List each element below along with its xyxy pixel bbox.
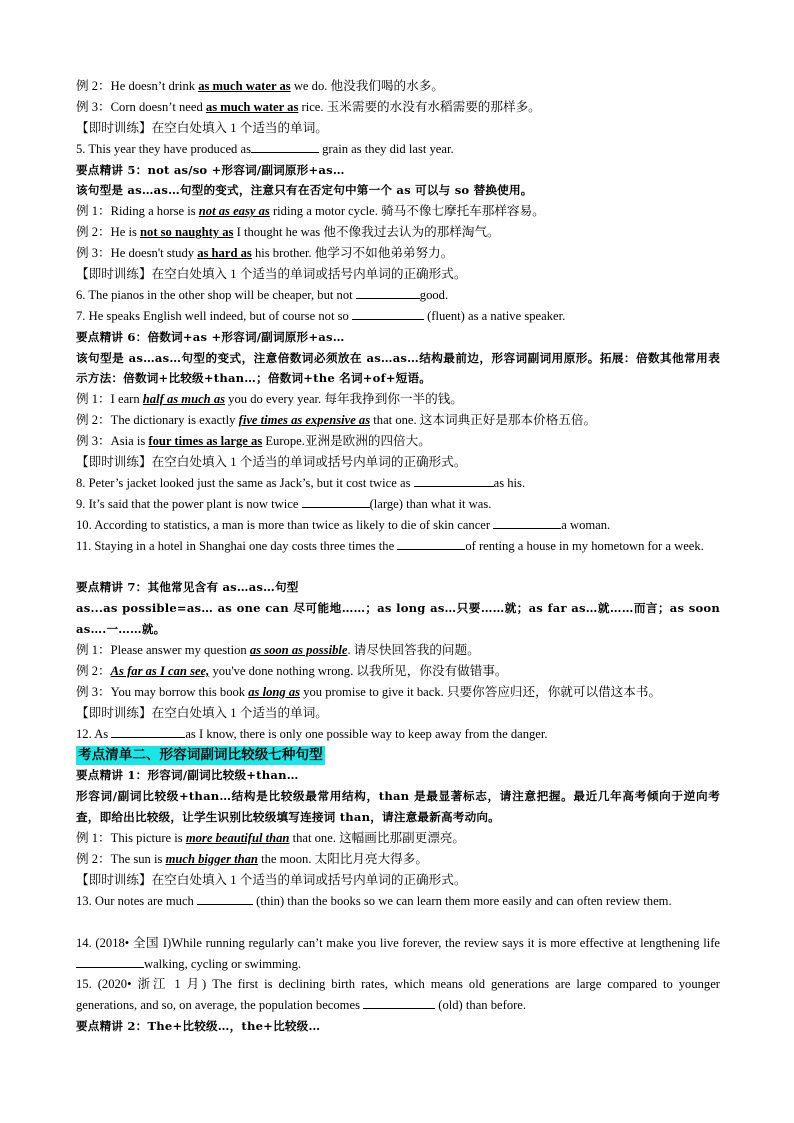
text-line xyxy=(76,870,720,891)
emphasized-phrase: half as much as xyxy=(142,392,226,407)
text-span: 该句型是 as…as…句型的变式，注意倍数词必须放在 as…as…结构最前边，形容词副词用原形。拓展：倍数其他常用表示方法：倍数词+比较级+than…；倍数词+the 名词+of+短语。 xyxy=(76,350,720,386)
text-span: 例 3：You may borrow this book xyxy=(76,684,249,699)
text-span: . 请尽快回答我的问题。 xyxy=(347,643,480,658)
text-span: 【即时训练】在空白处填入 1 个适当的单词或括号内单词的正确形式。 xyxy=(76,872,467,887)
text-span: 例 3：Corn doesn’t need xyxy=(76,99,206,114)
key-point-line xyxy=(76,1016,720,1037)
emphasized-phrase: five times as expensive as xyxy=(238,413,371,428)
text-span: walking, cycling or swimming. xyxy=(144,956,302,971)
text-line xyxy=(76,306,720,327)
text-span: 10. According to statistics, a man is more than twice as likely to die of skin cancer xyxy=(76,517,494,532)
answer-blank[interactable] xyxy=(302,494,370,508)
text-line xyxy=(76,264,720,285)
text-span: 例 1：Riding a horse is xyxy=(76,204,199,219)
section-heading xyxy=(76,745,720,766)
text-line xyxy=(76,703,720,724)
answer-blank[interactable] xyxy=(352,306,424,320)
text-line xyxy=(76,410,720,431)
key-point-line xyxy=(76,327,720,348)
text-span: 例 2： xyxy=(76,663,111,678)
text-span: his brother. 他学习不如他弟弟努力。 xyxy=(251,246,454,261)
text-span: 要点精讲 2：The+比较级…，the+比较级… xyxy=(76,1019,321,1034)
text-span: 例 2：He is xyxy=(76,225,141,240)
text-line xyxy=(76,661,720,682)
text-span: 该句型是 as…as…句型的变式，注意只有在否定句中第一个 as 可以与 so 替换使用。 xyxy=(76,183,533,198)
text-span: 要点精讲 1：形容词/副词比较级+than… xyxy=(76,768,299,783)
key-point-line xyxy=(76,348,720,390)
text-line xyxy=(76,682,720,703)
text-span: 5. This year they have produced as xyxy=(76,141,251,156)
text-span: as...as possible=as… as one can 尽可能地……；as long as…只要……就；as far as…就……而言；as soon as….一……就。 xyxy=(76,601,720,637)
text-span: 【即时训练】在空白处填入 1 个适当的单词或括号内单词的正确形式。 xyxy=(76,267,467,282)
text-span: 例 2：He doesn’t drink xyxy=(76,79,199,93)
answer-blank[interactable] xyxy=(414,473,494,487)
emphasized-phrase: four times as large as xyxy=(148,434,263,449)
answer-blank[interactable] xyxy=(397,536,465,550)
text-span: you do every year. 每年我挣到你一半的钱。 xyxy=(225,392,463,407)
text-span: that one. 这本词典正好是那本价格五倍。 xyxy=(370,413,597,428)
text-span: (large) than what it was. xyxy=(369,496,492,511)
key-point-line xyxy=(76,786,720,828)
key-point-line xyxy=(76,160,720,181)
answer-blank[interactable] xyxy=(363,995,435,1009)
text-span: 9. It’s said that the power plant is now twice xyxy=(76,496,302,511)
text-line xyxy=(76,201,720,222)
key-point-line xyxy=(76,577,720,598)
text-span: 例 1：I earn xyxy=(76,392,143,407)
text-span: riding a motor cycle. 骑马不像七摩托车那样容易。 xyxy=(269,204,545,219)
text-line xyxy=(76,724,720,745)
emphasized-phrase: more beautiful than xyxy=(185,831,290,846)
text-line xyxy=(76,536,720,578)
emphasized-phrase: much bigger than xyxy=(165,852,258,867)
text-span: 形容词/副词比较级+than…结构是比较级最常用结构，than 是最显著标志，请注意把握。最近几年高考倾向于逆向考查，即给出比较级，让学生识别比较级填写连接词 than，请注意最新高考动向。 xyxy=(76,789,720,825)
text-line xyxy=(76,222,720,243)
emphasized-phrase: as much water as xyxy=(198,79,291,93)
emphasized-phrase: as much water as xyxy=(205,99,299,114)
text-line xyxy=(76,452,720,473)
text-span: you promise to give it back. 只要你答应归还，你就可以借这本书。 xyxy=(300,684,662,699)
text-span: 13. Our notes are much xyxy=(76,893,198,908)
text-span: 【即时训练】在空白处填入 1 个适当的单词。 xyxy=(76,120,328,135)
answer-blank[interactable] xyxy=(76,954,144,968)
answer-blank[interactable] xyxy=(251,139,319,153)
text-span: you've done nothing wrong. 以我所见，你没有做错事。 xyxy=(209,663,508,678)
text-span: 例 2：The sun is xyxy=(76,852,166,867)
text-line xyxy=(76,849,720,870)
text-line xyxy=(76,473,720,494)
text-span: 要点精讲 6：倍数词+as +形容词/副词原形+as… xyxy=(76,329,345,344)
text-span: 【即时训练】在空白处填入 1 个适当的单词或括号内单词的正确形式。 xyxy=(76,455,467,470)
text-line xyxy=(76,76,720,97)
text-line xyxy=(76,515,720,536)
text-span: I thought he was 他不像我过去认为的那样淘气。 xyxy=(233,225,500,240)
key-point-line xyxy=(76,598,720,640)
text-span: 例 1：Please answer my question xyxy=(76,643,250,658)
text-span: 要点精讲 7：其他常见含有 as…as…句型 xyxy=(76,580,299,595)
answer-blank[interactable] xyxy=(197,891,253,905)
emphasized-phrase: as long as xyxy=(248,684,301,699)
text-span: we do. 他没我们喝的水多。 xyxy=(290,79,444,93)
text-line xyxy=(76,640,720,661)
text-line xyxy=(76,431,720,452)
answer-blank[interactable] xyxy=(111,724,185,738)
text-span: (old) than before. xyxy=(435,998,527,1013)
document-page xyxy=(76,76,720,1037)
text-line xyxy=(76,97,720,118)
key-point-line xyxy=(76,180,720,201)
text-span: 要点精讲 5：not as/so +形容词/副词原形+as… xyxy=(76,162,345,177)
text-span: 例 2：The dictionary is exactly xyxy=(76,413,239,428)
text-span: 7. He speaks English well indeed, but of course not so xyxy=(76,308,352,323)
answer-blank[interactable] xyxy=(493,515,561,529)
text-line xyxy=(76,933,720,975)
text-line xyxy=(76,118,720,139)
text-line xyxy=(76,139,720,160)
section-title: 考点清单二、形容词副词比较级七种句型 xyxy=(78,746,323,763)
text-span: rice. 玉米需要的水没有水稻需要的那样多。 xyxy=(298,99,541,114)
text-line xyxy=(76,891,720,933)
text-span: grain as they did last year. xyxy=(318,141,454,156)
text-span: 例 3：He doesn't study xyxy=(76,246,198,261)
answer-blank[interactable] xyxy=(356,285,420,299)
text-span: 8. Peter’s jacket looked just the same as Jack’s, but it cost twice as xyxy=(76,475,414,490)
text-span: 【即时训练】在空白处填入 1 个适当的单词。 xyxy=(76,705,328,720)
key-point-line xyxy=(76,765,720,786)
text-span: good. xyxy=(419,287,449,302)
text-span: of renting a house in my hometown for a week. xyxy=(465,538,704,553)
text-span: 11. Staying in a hotel in Shanghai one day costs three times the xyxy=(76,538,398,553)
emphasized-phrase: not as easy as xyxy=(198,204,270,219)
emphasized-phrase: as hard as xyxy=(197,246,252,261)
text-span: that one. 这幅画比那副更漂亮。 xyxy=(289,831,466,846)
text-span: 12. As xyxy=(76,726,112,741)
emphasized-phrase: As far as I can see, xyxy=(110,663,210,678)
text-span: as I know, there is only one possible way to keep away from the danger. xyxy=(185,726,548,741)
emphasized-phrase: not so naughty as xyxy=(140,225,234,240)
text-span: 14. (2018• 全国 I)While running regularly can’t make you live forever, the review says it is more effective at lengthening life xyxy=(76,935,720,950)
emphasized-phrase: as soon as possible xyxy=(249,643,348,658)
text-span: the moon. 太阳比月亮大得多。 xyxy=(257,852,428,867)
text-line xyxy=(76,494,720,515)
text-line xyxy=(76,389,720,410)
text-span: 6. The pianos in the other shop will be cheaper, but not xyxy=(76,287,356,302)
text-span: Europe.亚洲是欧洲的四倍大。 xyxy=(262,434,431,449)
text-span: (fluent) as a native speaker. xyxy=(423,308,566,323)
text-span: 例 3：Asia is xyxy=(76,434,149,449)
text-span: (thin) than the books so we can learn them more easily and can often review them. xyxy=(253,893,672,908)
text-line xyxy=(76,828,720,849)
text-line xyxy=(76,285,720,306)
text-line xyxy=(76,974,720,1016)
text-span: as his. xyxy=(493,475,526,490)
text-span: 15. (2020• 浙江 1 月) The first is declining birth rates, which means old generations are large compared to younger generations, and so, on average, the population becomes xyxy=(76,977,720,1013)
text-span: 例 1：This picture is xyxy=(76,831,186,846)
text-line xyxy=(76,243,720,264)
text-span: a woman. xyxy=(561,517,611,532)
